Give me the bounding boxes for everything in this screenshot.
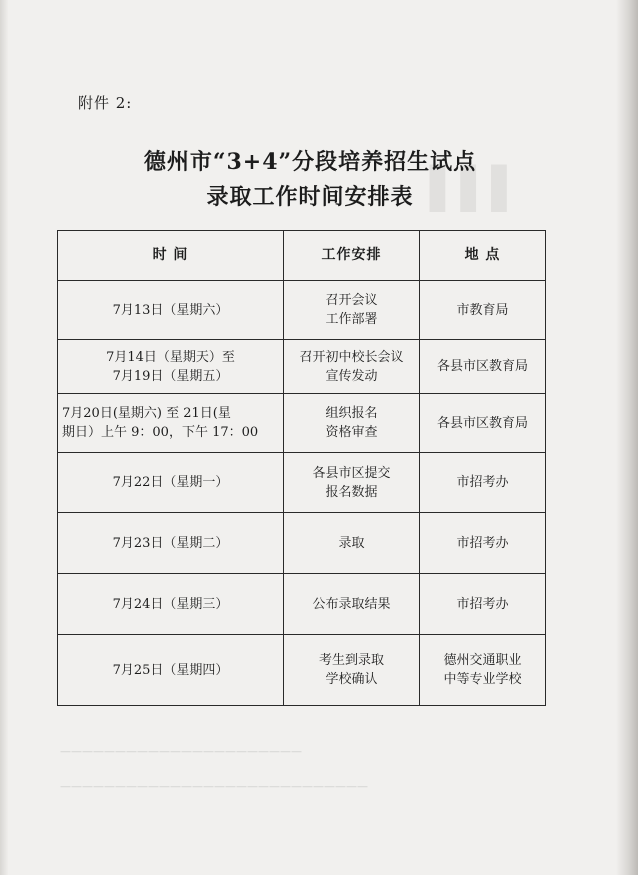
work-cell (284, 281, 420, 340)
time-cell (58, 513, 284, 574)
table-row (58, 394, 546, 453)
time-cell (58, 394, 284, 453)
table-row (58, 340, 546, 394)
table-row (58, 513, 546, 574)
place-text: 各县市区教育局 (436, 359, 528, 374)
work-text: 录取 (338, 535, 365, 551)
work-text: 公布录取结果 (312, 596, 391, 612)
place-text: 市招考办 (456, 535, 509, 551)
table-row (58, 635, 546, 706)
document-title: 德州市“3+4”分段培养招生试点 (143, 149, 477, 175)
place-text: 中等专业学校 (443, 672, 522, 687)
place-text: 德州交通职业 (443, 653, 522, 668)
work-cell (284, 340, 420, 394)
place-cell (420, 281, 546, 340)
time-text: 期日）上午 9：00，下午 17：00 (62, 425, 259, 440)
schedule-table (57, 230, 546, 706)
work-cell (284, 453, 420, 513)
work-text: 工作部署 (325, 312, 378, 327)
time-cell (58, 281, 284, 340)
work-cell (284, 574, 420, 635)
work-cell (284, 513, 420, 574)
place-text: 市招考办 (456, 475, 509, 490)
time-text: 7月23日（星期二） (112, 535, 229, 551)
work-text: 学校确认 (325, 672, 378, 687)
work-text: 各县市区提交 (312, 465, 391, 481)
table-header-row (58, 231, 546, 281)
page-edge-right (616, 0, 638, 875)
bleed-through-line: —————————————————————— (60, 745, 302, 758)
work-text: 召开会议 (325, 293, 378, 308)
bleed-through-mark: ▌▌▌ (430, 165, 523, 212)
time-text: 7月19日（星期五） (112, 368, 229, 384)
place-text: 市教育局 (456, 302, 509, 318)
place-cell (420, 513, 546, 574)
time-text: 7月25日（星期四） (112, 662, 229, 678)
work-text: 资格审查 (325, 425, 378, 440)
time-cell (58, 340, 284, 394)
column-header-time: 时 间 (58, 231, 284, 281)
column-header-place: 地 点 (420, 231, 546, 281)
page-edge-left (0, 0, 8, 875)
place-cell (420, 394, 546, 453)
time-cell (58, 635, 284, 706)
time-cell (58, 453, 284, 513)
bleed-through-line: ———————————————————————————— (60, 780, 368, 793)
place-text: 市招考办 (456, 596, 509, 612)
document-subtitle: 录取工作时间安排表 (206, 184, 414, 210)
place-text: 各县市区教育局 (436, 415, 528, 431)
time-text: 7月22日（星期一） (112, 475, 229, 490)
work-cell (284, 635, 420, 706)
time-cell (58, 574, 284, 635)
place-cell (420, 340, 546, 394)
work-text: 考生到录取 (318, 653, 384, 668)
place-cell (420, 574, 546, 635)
table-row (58, 574, 546, 635)
work-text: 报名数据 (325, 484, 378, 500)
time-text: 7月14日（星期天）至 (106, 349, 235, 365)
time-text: 7月20日(星期六) 至 21日(星 (62, 406, 231, 421)
work-cell (284, 394, 420, 453)
work-text: 宣传发动 (325, 368, 378, 384)
table-row (58, 453, 546, 513)
work-text: 组织报名 (325, 406, 378, 421)
place-cell (420, 635, 546, 706)
time-text: 7月24日（星期三） (112, 596, 229, 612)
place-cell (420, 453, 546, 513)
column-header-work: 工作安排 (284, 231, 420, 281)
table-row (58, 281, 546, 340)
work-text: 召开初中校长会议 (299, 349, 404, 365)
attachment-label: 附件 2: (78, 94, 133, 112)
time-text: 7月13日（星期六） (112, 302, 229, 318)
